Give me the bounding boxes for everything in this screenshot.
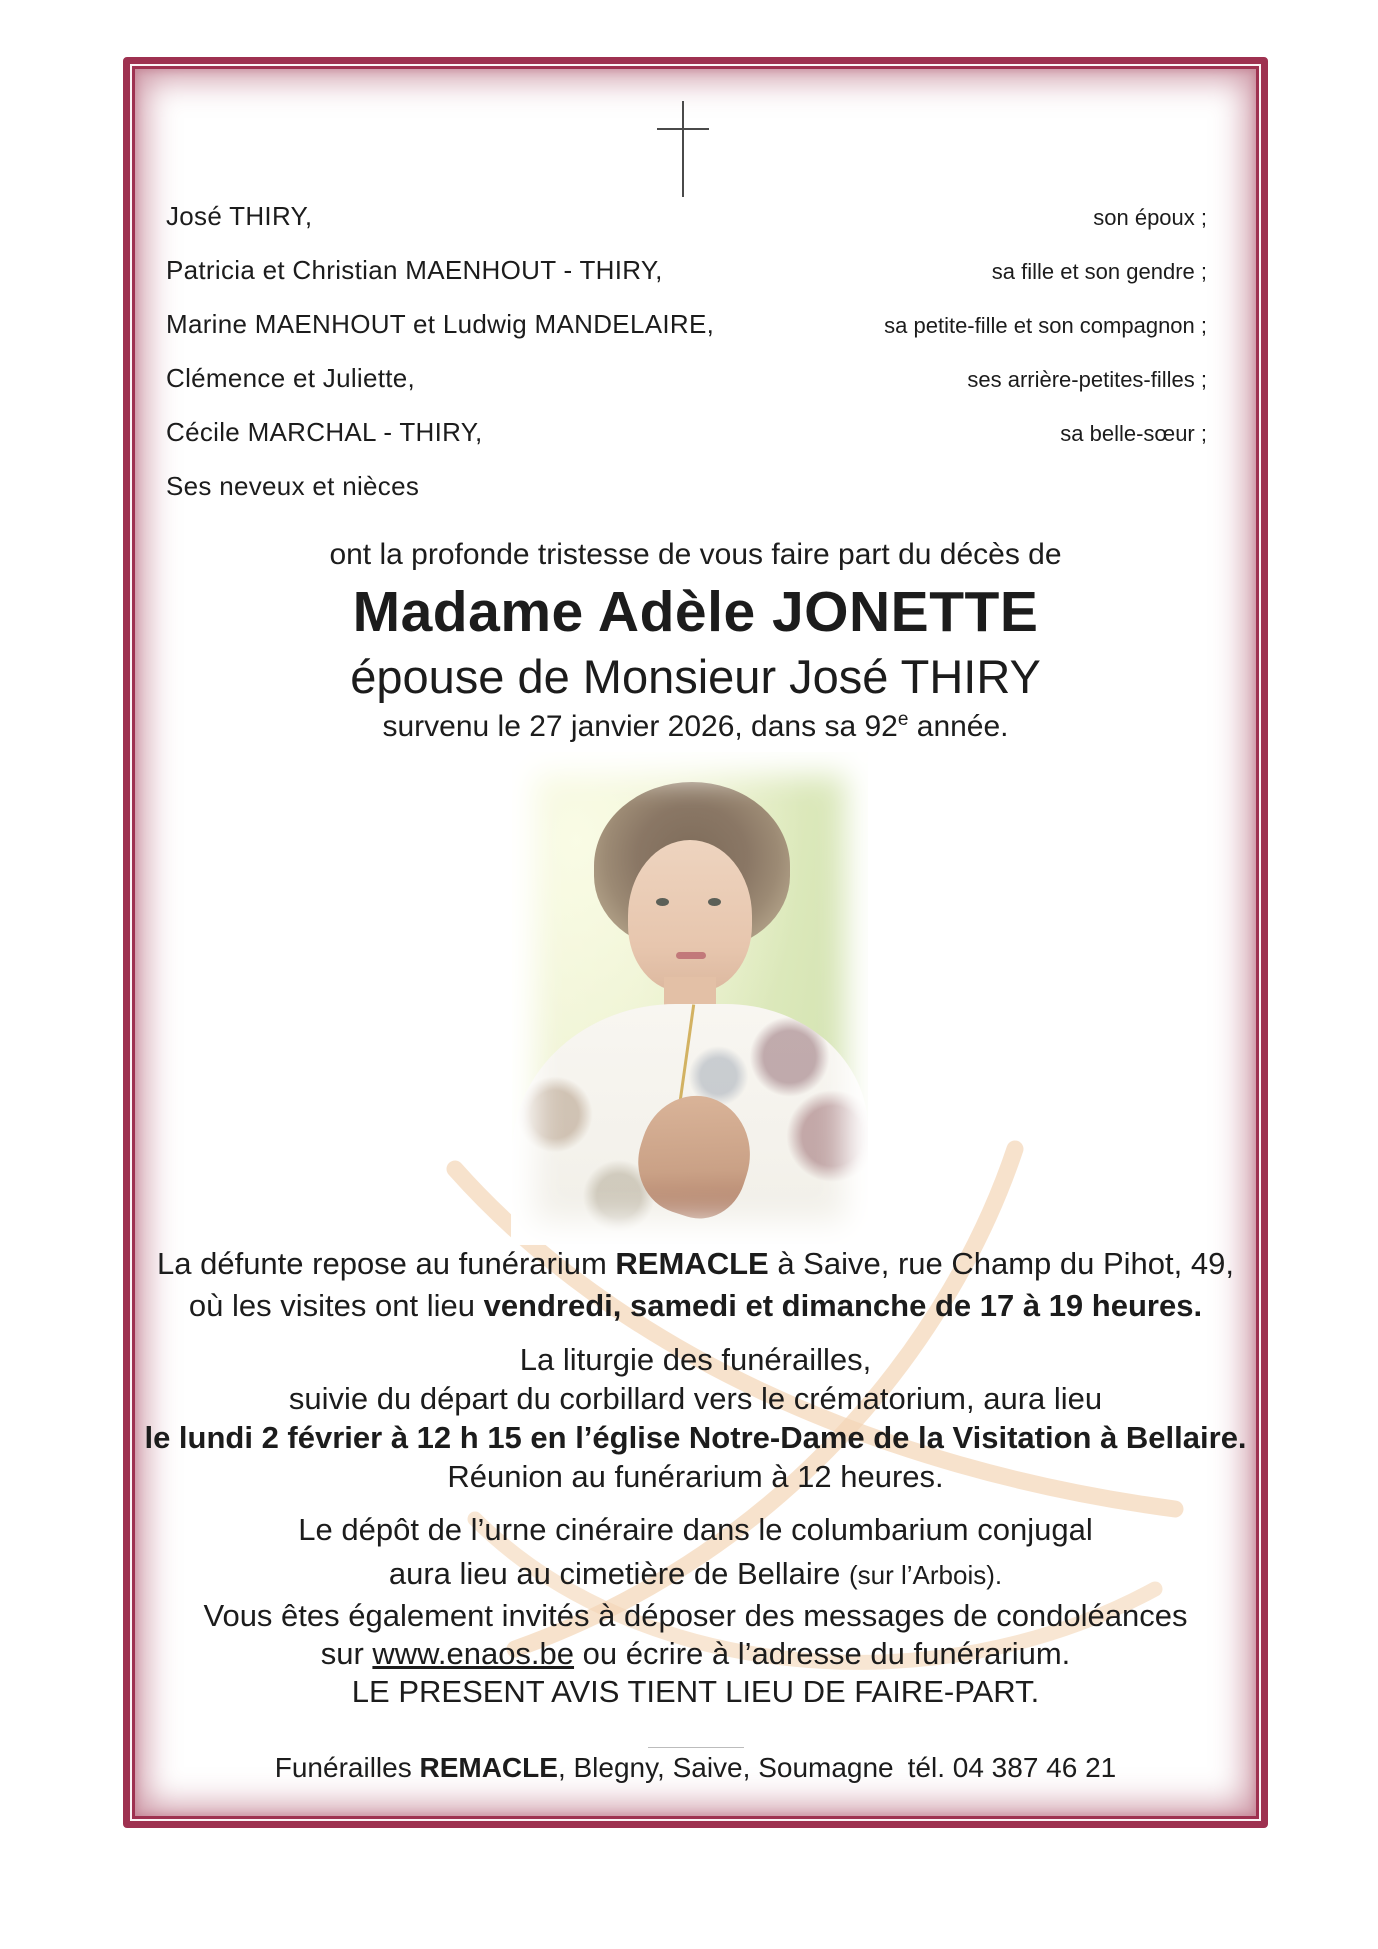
- wake-line-1: La défunte repose au funérarium REMACLE à Saive, rue Champ du Pihot, 49,: [157, 1246, 1234, 1281]
- urn-line-2: aura lieu au cimetière de Bellaire (sur l’Arbois).: [388, 1556, 1003, 1591]
- photo-feathered-edge: [511, 751, 869, 1245]
- footer-divider: [648, 1747, 744, 1748]
- death-date-line: [135, 709, 1256, 744]
- death-date-text: survenu le 27 janvier 2026, dans sa 92: [382, 710, 898, 743]
- death-date-superscript: e: [897, 709, 909, 730]
- family-member-name: Clémence et Juliette,: [166, 363, 416, 393]
- urn-paragraph: [135, 1508, 1256, 1597]
- spouse-line: épouse de Monsieur José THIRY: [350, 650, 1041, 703]
- wake-line-2: où les visites ont lieu vendredi, samedi et dimanche de 17 à 19 heures.: [188, 1288, 1203, 1323]
- condolences-line-2: sur www.enaos.be ou écrire à l’adresse du funérarium.: [320, 1636, 1071, 1671]
- family-member-name: Marine MAENHOUT et Ludwig MANDELAIRE,: [166, 309, 715, 339]
- family-row: [166, 471, 1207, 525]
- liturgy-line-4: Réunion au funérarium à 12 heures.: [447, 1459, 944, 1494]
- liturgy-line-1: La liturgie des funérailles,: [519, 1342, 872, 1377]
- legal-notice: LE PRESENT AVIS TIENT LIEU DE FAIRE-PART.: [351, 1674, 1040, 1709]
- family-member-name: José THIRY,: [166, 201, 313, 231]
- cemetery-precision: (sur l’Arbois).: [848, 1560, 1003, 1590]
- family-row: [166, 363, 1207, 417]
- cross-icon: [645, 97, 725, 201]
- service-datetime: le lundi 2 février à 12 h 15 en l’église Notre-Dame de la Visitation à Bellaire.: [144, 1420, 1247, 1455]
- family-member-relation: sa petite-fille et son compagnon ;: [884, 313, 1207, 338]
- family-member-name: Patricia et Christian MAENHOUT - THIRY,: [166, 255, 663, 285]
- funeral-home-brand: REMACLE: [419, 1752, 558, 1783]
- family-row: [166, 255, 1207, 309]
- family-member-relation: son époux ;: [1093, 205, 1207, 230]
- wake-paragraph: [135, 1243, 1256, 1327]
- enaos-link[interactable]: www.enaos.be: [372, 1636, 575, 1671]
- liturgy-line-2: suivie du départ du corbillard vers le crématorium, aura lieu: [288, 1381, 1103, 1416]
- urn-line-1: Le dépôt de l’urne cinéraire dans le columbarium conjugal: [298, 1512, 1093, 1547]
- funeral-home-phone: tél. 04 387 46 21: [907, 1752, 1117, 1783]
- intro-line: ont la profonde tristesse de vous faire part du décès de: [329, 538, 1062, 571]
- family-member-relation: sa fille et son gendre ;: [991, 259, 1207, 284]
- family-member-relation: sa belle-sœur ;: [1060, 421, 1207, 446]
- liturgy-paragraph: [135, 1340, 1256, 1496]
- portrait-photo: [512, 752, 868, 1244]
- family-row: [166, 309, 1207, 363]
- family-member-relation: ses arrière-petites-filles ;: [967, 367, 1207, 392]
- condolences-line-1: Vous êtes également invités à déposer des messages de condoléances: [203, 1598, 1188, 1633]
- family-list: [166, 201, 1207, 525]
- condolences-paragraph: [135, 1597, 1256, 1673]
- family-row: [166, 417, 1207, 471]
- family-member-name: Cécile MARCHAL - THIRY,: [166, 417, 483, 447]
- card-content: [135, 69, 1256, 1816]
- visit-hours: vendredi, samedi et dimanche de 17 à 19 heures.: [483, 1288, 1203, 1323]
- funeral-home-footer: Funérailles REMACLE, Blegny, Saive, Soumagne tél. 04 387 46 21: [274, 1752, 1117, 1783]
- family-row: [166, 201, 1207, 255]
- funeral-home-name: REMACLE: [615, 1246, 769, 1281]
- family-member-name: Ses neveux et nièces: [166, 471, 420, 501]
- deceased-name: Madame Adèle JONETTE: [352, 580, 1039, 644]
- death-date-suffix: année.: [908, 710, 1009, 743]
